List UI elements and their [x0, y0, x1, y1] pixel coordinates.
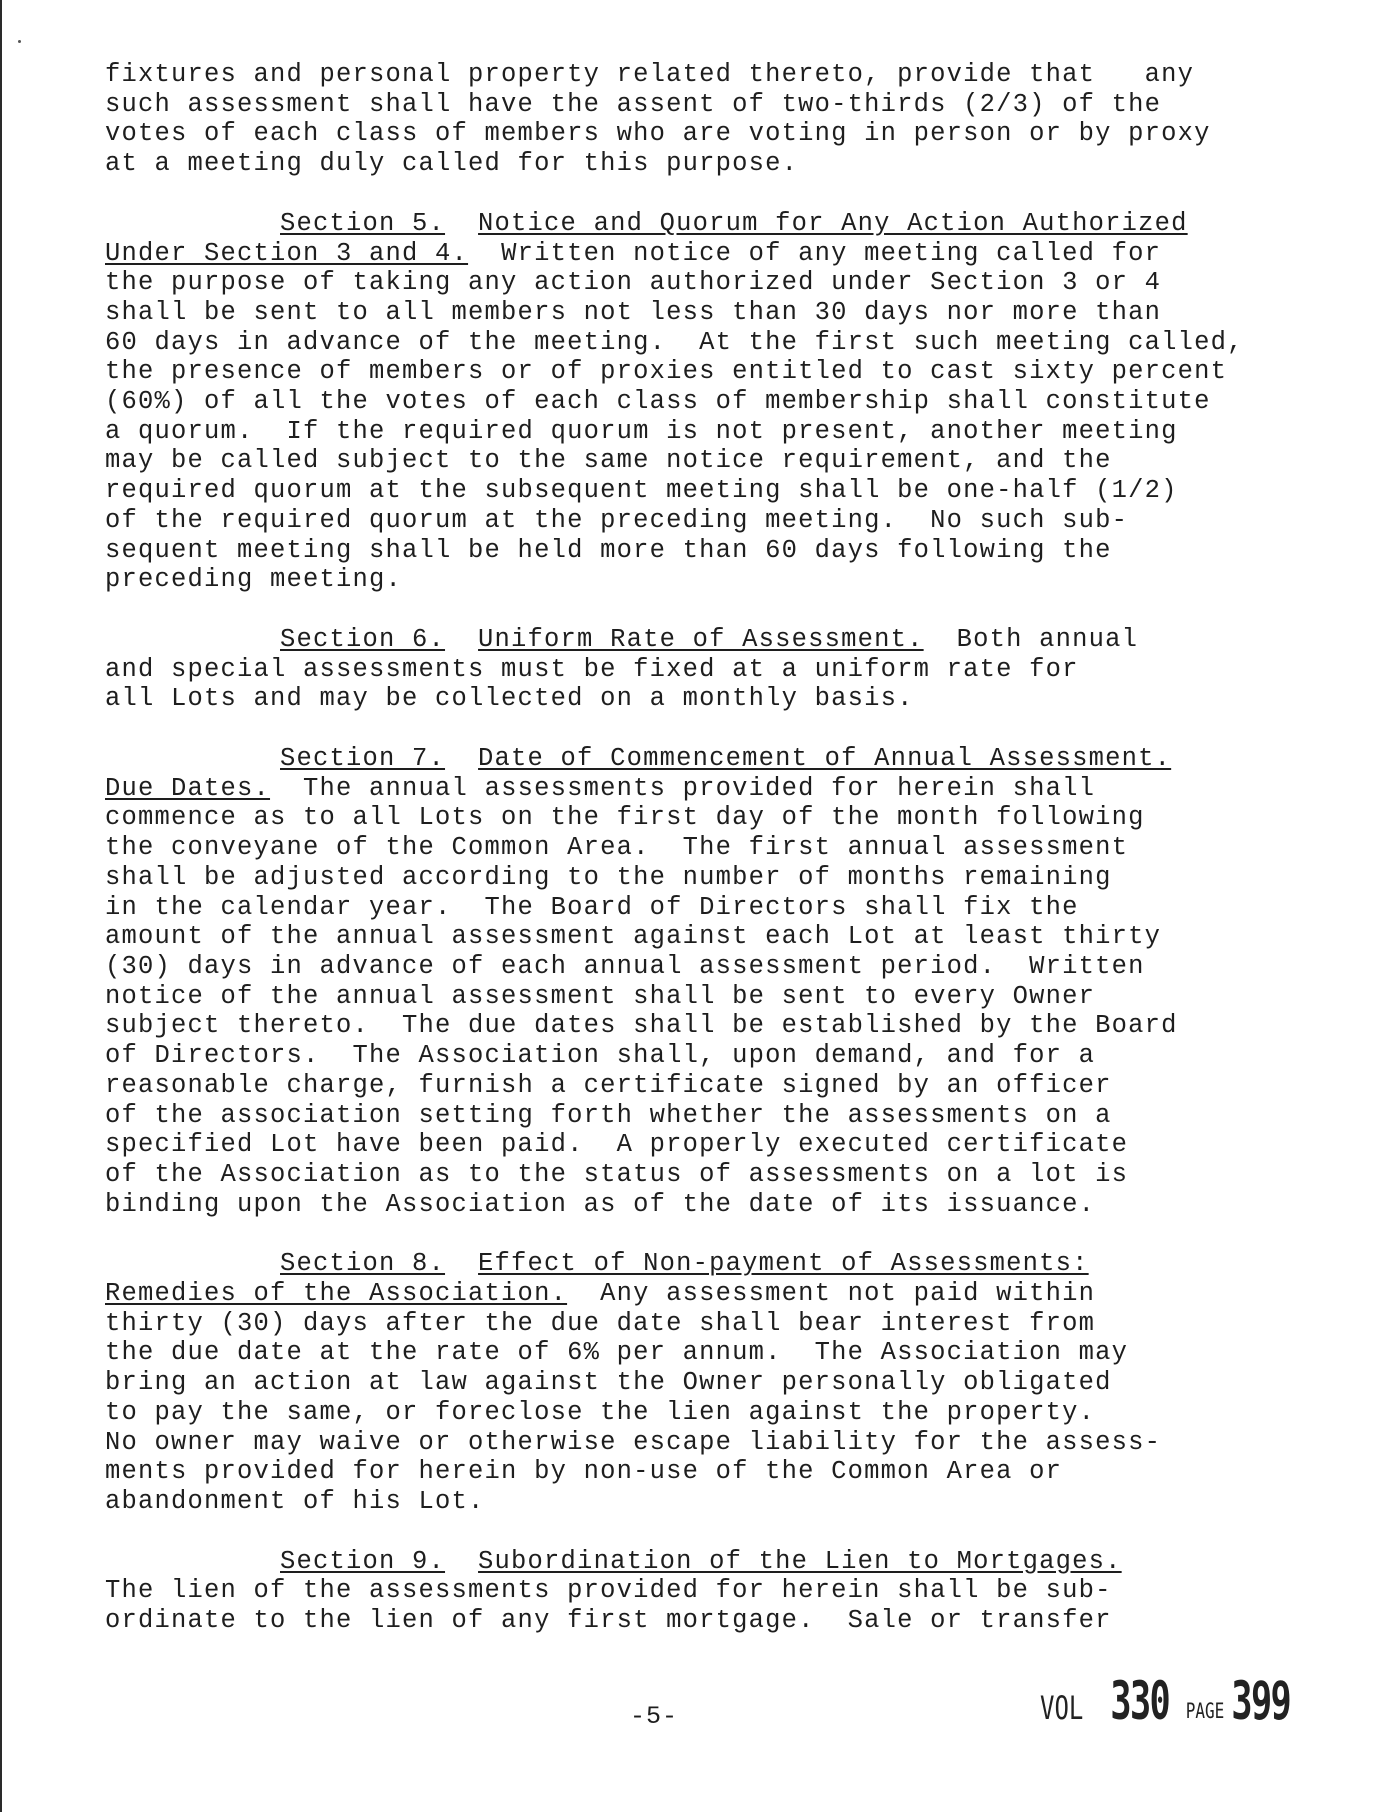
- line: specified Lot have been paid. A properly executed certificate: [105, 1130, 1129, 1160]
- line: fixtures and personal property related thereto, provide that any: [105, 60, 1195, 89]
- line: shall be adjusted according to the number of months remaining: [105, 862, 1112, 892]
- line: in the calendar year. The Board of Directors shall fix the: [105, 892, 1079, 922]
- section-9-title: Subordination of the Lien to Mortgages.: [478, 1546, 1122, 1576]
- scan-page-edge: [0, 0, 2, 1812]
- line: and special assessments must be fixed at a uniform rate for: [105, 654, 1079, 684]
- line: shall be sent to all members not less than 30 days nor more than: [105, 297, 1162, 327]
- section-8-title-cont: Remedies of the Association.: [105, 1279, 568, 1309]
- stamp-page-label: PAGE: [1185, 1697, 1225, 1724]
- document-body: [105, 60, 1315, 1636]
- section-6-heading: [105, 625, 1138, 654]
- line: of Directors. The Association shall, upon demand, and for a: [105, 1041, 1096, 1071]
- line: the presence of members or of proxies entitled to cast sixty percent: [105, 357, 1228, 387]
- section-6-title: Uniform Rate of Assessment.: [478, 624, 924, 654]
- line: subject thereto. The due dates shall be established by the Board: [105, 1011, 1178, 1041]
- line: the due date at the rate of 6% per annum. The Association may: [105, 1338, 1129, 1368]
- section-9: [105, 1547, 1315, 1636]
- section-5-title: Notice and Quorum for Any Action Authorized: [478, 208, 1188, 238]
- stamp-vol-label: VOL: [1040, 1689, 1084, 1727]
- line: votes of each class of members who are voting in person or by proxy: [105, 119, 1211, 149]
- line: No owner may waive or otherwise escape liability for the assess-: [105, 1427, 1162, 1457]
- line: such assessment shall have the assent of two-thirds (2/3) of the: [105, 89, 1162, 119]
- line: 60 days in advance of the meeting. At the first such meeting called,: [105, 327, 1244, 357]
- section-6: [105, 625, 1315, 714]
- line: Any assessment not paid within: [567, 1279, 1096, 1309]
- stamp-vol-number: 330: [1109, 1670, 1169, 1733]
- line: Written notice of any meeting called for: [468, 238, 1162, 268]
- scan-speck: [18, 40, 21, 43]
- line: all Lots and may be collected on a monthly basis.: [105, 684, 914, 714]
- section-5-title-cont: Under Section 3 and 4.: [105, 238, 469, 268]
- section-7: [105, 744, 1315, 1219]
- line: of the Association as to the status of assessments on a lot is: [105, 1159, 1129, 1189]
- section-6-number: Section 6.: [280, 624, 446, 654]
- line: required quorum at the subsequent meeting shall be one-half (1/2): [105, 476, 1178, 506]
- section-8-heading: [105, 1249, 1089, 1278]
- line: the purpose of taking any action authorized under Section 3 or 4: [105, 268, 1162, 298]
- line: preceding meeting.: [105, 565, 403, 595]
- line: a quorum. If the required quorum is not present, another meeting: [105, 416, 1178, 446]
- line: thirty (30) days after the due date shall bear interest from: [105, 1308, 1096, 1338]
- line: commence as to all Lots on the first day of the month following: [105, 803, 1145, 833]
- section-7-title-cont: Due Dates.: [105, 773, 271, 803]
- line: abandonment of his Lot.: [105, 1486, 485, 1516]
- line: (30) days in advance of each annual assessment period. Written: [105, 951, 1145, 981]
- line: of the required quorum at the preceding meeting. No such sub-: [105, 505, 1129, 535]
- line: sequent meeting shall be held more than 60 days following the: [105, 535, 1112, 565]
- section-8-number: Section 8.: [280, 1249, 446, 1279]
- line: of the association setting forth whether the assessments on a: [105, 1100, 1112, 1130]
- line: notice of the annual assessment shall be sent to every Owner: [105, 981, 1096, 1011]
- line: bring an action at law against the Owner personally obligated: [105, 1368, 1112, 1398]
- section-5-number: Section 5.: [280, 208, 446, 238]
- section-8: [105, 1249, 1315, 1516]
- recording-stamp: [1040, 1670, 1298, 1733]
- paragraph-continuation: [105, 60, 1315, 179]
- section-7-number: Section 7.: [280, 744, 446, 774]
- section-8-title: Effect of Non-payment of Assessments:: [478, 1249, 1089, 1279]
- section-9-number: Section 9.: [280, 1546, 446, 1576]
- section-7-heading: [105, 744, 1171, 773]
- line: the conveyane of the Common Area. The first annual assessment: [105, 833, 1129, 863]
- line: to pay the same, or foreclose the lien against the property.: [105, 1397, 1096, 1427]
- line: Both annual: [923, 624, 1139, 654]
- line: binding upon the Association as of the date of its issuance.: [105, 1189, 1096, 1219]
- section-9-heading: [105, 1547, 1122, 1576]
- line: at a meeting duly called for this purpose.: [105, 149, 799, 179]
- line: The annual assessments provided for herein shall: [270, 773, 1096, 803]
- section-7-title: Date of Commencement of Annual Assessment.: [478, 744, 1172, 774]
- page-number: -5-: [630, 1702, 679, 1731]
- line: ordinate to the lien of any first mortgage. Sale or transfer: [105, 1606, 1112, 1636]
- section-5-heading: [105, 209, 1188, 238]
- line: amount of the annual assessment against each Lot at least thirty: [105, 922, 1162, 952]
- stamp-page-value: 399: [1231, 1670, 1291, 1733]
- line: may be called subject to the same notice requirement, and the: [105, 446, 1112, 476]
- line: The lien of the assessments provided for herein shall be sub-: [105, 1576, 1112, 1606]
- line: reasonable charge, furnish a certificate signed by an officer: [105, 1070, 1112, 1100]
- line: ments provided for herein by non-use of the Common Area or: [105, 1457, 1063, 1487]
- section-5: [105, 209, 1315, 595]
- line: (60%) of all the votes of each class of membership shall constitute: [105, 387, 1211, 417]
